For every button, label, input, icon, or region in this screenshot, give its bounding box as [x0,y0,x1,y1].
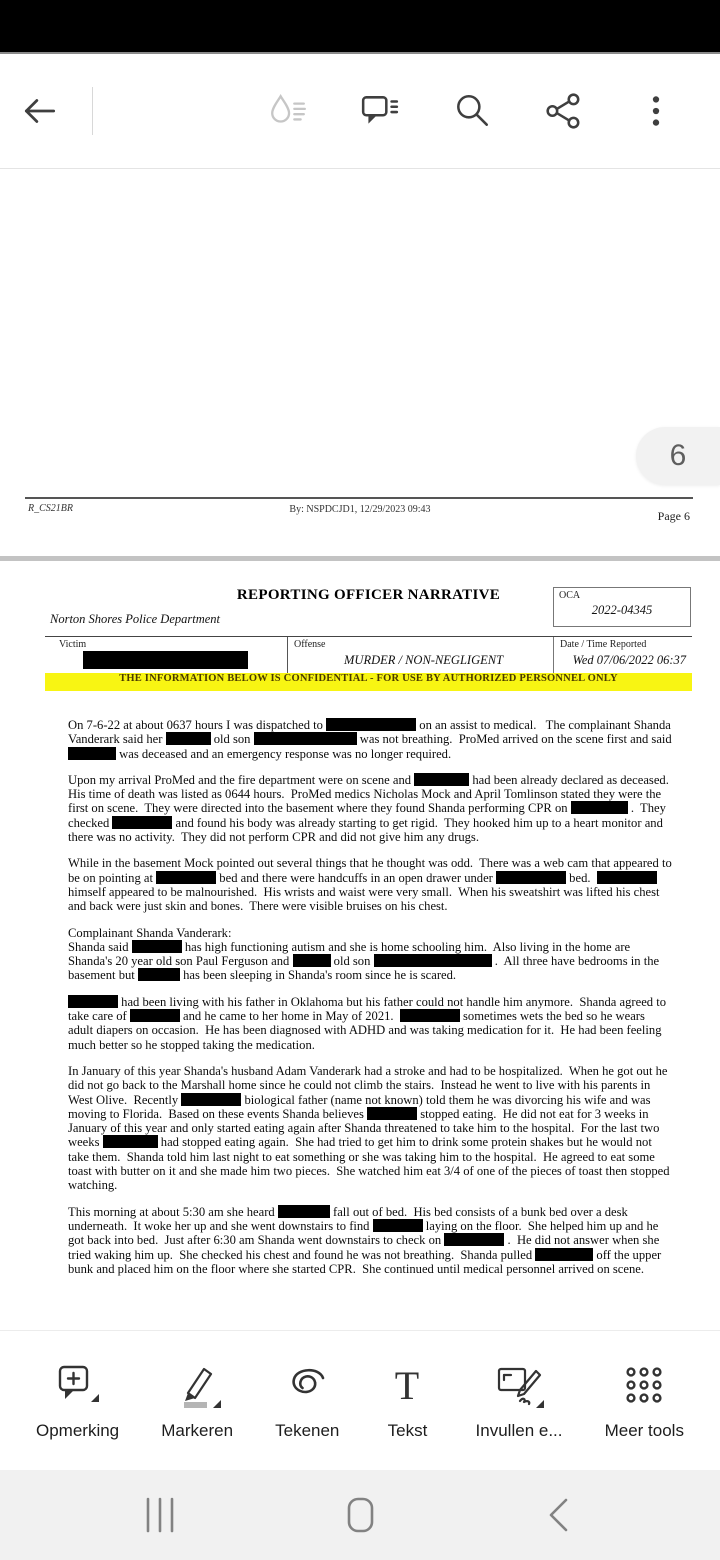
back-nav-button[interactable] [540,1495,580,1535]
report-title: REPORTING OFFICER NARRATIVE [236,587,501,603]
narrative-paragraph: Complainant Shanda Vanderark: Shanda said has high functioning autism and she is home schooling him. Also living in the home are Shanda's 20 year old son Paul Ferguson and old son . All three have bedrooms in the basement but has been sleeping in Shanda's room since he is scared. [68,925,663,983]
redaction-box [130,1009,180,1022]
oca-value: 2022-04345 [591,603,653,617]
narrative-body [45,718,692,1276]
redaction-box [373,1219,423,1232]
redaction-box [326,718,416,731]
footer-rule [25,497,693,499]
narrative-paragraph: had been living with his father in Oklahoma but his father could not handle him anymore. Shanda agreed to take care of and he came to her home in May of 2021. sometimes wets the bed so he wears adult diapers on occasion. He has been diagnosed with ADHD and was taking medication for it. He had been feeling much better so he stopped taking the medication. [68,994,670,1052]
redaction-box [68,747,116,760]
redaction-box [156,871,216,884]
datetime-value: Wed 07/06/2022 06:37 [572,653,686,667]
annotation-toolbar [0,1330,720,1470]
highlight-tool-button[interactable] [161,1360,233,1441]
redaction-box [181,1093,241,1106]
search-button[interactable] [452,91,492,131]
redaction-box [112,816,172,829]
footer-page-number: Page 6 [657,509,690,523]
comment-add-icon [52,1360,104,1412]
comments-button[interactable] [360,91,400,131]
page-current [0,561,720,1330]
comment-tool-button[interactable] [36,1360,119,1441]
tool-label: Meer tools [604,1421,684,1440]
overflow-menu-button[interactable] [636,91,676,131]
liquid-mode-button[interactable] [268,91,308,131]
recent-apps-button[interactable] [140,1495,180,1535]
status-bar [0,0,720,54]
share-icon [544,91,584,131]
victim-field [45,637,287,673]
narrative-paragraph: In January of this year Shanda's husband Adam Vanderark had a stroke and had to be hospitalized. When he got out he did not go back to the Marshall home since he could not climb the stairs. Instead he went to live with his parents in West Olive. Recently biological father (name not known) told them he was divorcing his wife and was moving to Florida. Based on these events Shanda believes stopped eating. He did not eat for 3 weeks in January of this year and only started eating again after Shanda threatened to take him to the hospital. For the last two weeks had stopped eating again. She had tried to get him to drink some protein shakes but he would not take them. Shanda told him last night to eat something or she was taking him to the hospital. He agreed to eat some toast with butter on it and she made him two pieces. She watched him eat 3/4 of one of the pieces of toast then stopped watching. [68,1063,673,1193]
victim-label: Victim [59,639,87,650]
back-icon [540,1495,580,1535]
oca-box [553,587,691,627]
datetime-field [553,637,692,673]
svg-text:T: T [395,1363,420,1408]
tool-label: Markeren [161,1421,234,1440]
redaction-box [597,871,657,884]
draw-icon [281,1360,333,1412]
search-icon [452,91,492,131]
comments-icon [360,91,400,131]
oca-label: OCA [559,590,581,601]
narrative-paragraph: While in the basement Mock pointed out several things that he thought was odd. There was a web cam that appeared to be on pointing at bed and there were handcuffs in an open drawer under bed. himself appeared to be malnourished. His wrists and waist were very small. When his sweatshirt was lifted his chest and back were just skin and bones. There were visible bruises on his chest. [68,856,675,914]
redaction-box [83,651,248,669]
redaction-box [293,954,331,967]
datetime-label: Date / Time Reported [560,639,647,650]
more-tools-icon [618,1360,670,1412]
home-button[interactable] [340,1495,380,1535]
liquid-mode-icon [268,91,308,131]
system-nav-bar [0,1470,720,1560]
draw-tool-button[interactable] [275,1360,339,1441]
fill-sign-tool-button[interactable] [476,1360,563,1441]
share-button[interactable] [544,91,584,131]
text-icon [381,1360,433,1412]
redaction-box [68,995,118,1008]
redaction-box [444,1233,504,1246]
tool-label: Invullen e... [475,1421,563,1440]
tool-label: Tekst [387,1421,428,1440]
confidential-banner: THE INFORMATION BELOW IS CONFIDENTIAL - FOR USE BY AUTHORIZED PERSONNEL ONLY [45,673,692,691]
narrative-paragraph: Upon my arrival ProMed and the fire department were on scene and had been already declared as deceased. His time of death was listed as 0644 hours. ProMed medics Nicholas Mock and April Tomlinson stated they were the first on scene. They were directed into the basement where they found Shanda performing CPR on . They checked and found his body was already starting to get rigid. They hooked him up to a heart monitor and there was no activity. They did not perform CPR and did not give him any drugs. [68,772,673,845]
more-tools-button[interactable] [605,1360,684,1441]
home-icon [340,1495,380,1535]
footer-printed-by: By: NSPDCJD1, 12/29/2023 09:43 [289,504,431,515]
offense-field [287,637,553,673]
redaction-box [132,940,182,953]
document-viewer[interactable] [0,169,720,1330]
redaction-box [374,954,492,967]
back-arrow-icon [20,91,60,131]
highlighter-icon [171,1360,223,1412]
back-button[interactable] [20,91,60,131]
page-number-indicator[interactable]: 6 [636,427,720,485]
narrative-paragraph: On 7-6-22 at about 0637 hours I was dispatched to on an assist to medical. The complainant Shanda Vanderark said her old son was not breathing. ProMed arrived on the scene first and said was deceased and an emergency response was no longer required. [68,718,675,761]
toolbar-divider [92,87,93,135]
redaction-box [254,732,357,745]
redaction-box [535,1248,593,1261]
text-tool-button[interactable] [381,1360,433,1441]
offense-label: Offense [294,639,326,650]
redaction-box [138,968,180,981]
redaction-box [496,871,566,884]
redaction-box [278,1205,330,1218]
redaction-box [400,1009,460,1022]
page-previous [0,169,720,556]
recent-apps-icon [140,1495,180,1535]
redaction-box [414,773,469,786]
redaction-box [103,1135,158,1148]
redaction-box [166,732,211,745]
tool-label: Tekenen [275,1421,340,1440]
redaction-box [571,801,628,814]
redaction-box [367,1107,417,1120]
tool-label: Opmerking [36,1421,120,1440]
header-fields-row [45,636,692,673]
report-document [45,561,692,1288]
footer-report-code: R_CS21BR [28,503,73,514]
fill-sign-icon [493,1360,545,1412]
overflow-menu-icon [636,91,676,131]
narrative-paragraph: This morning at about 5:30 am she heard fall out of bed. His bed consists of a bunk bed over a desk underneath. It woke her up and she went downstairs to find laying on the floor. She helped him up and he got back into bed. Just after 6:30 am Shanda went downstairs to check on . He did not answer when she tried waking him up. She checked his chest and found he was not breathing. Shanda pulled off the upper bunk and placed him on the floor where she started CPR. She continued until medical personnel arrived on scene. [68,1204,665,1276]
top-toolbar [0,54,720,169]
agency-name: Norton Shores Police Department [50,612,221,626]
offense-value: MURDER / NON-NEGLIGENT [344,653,504,667]
